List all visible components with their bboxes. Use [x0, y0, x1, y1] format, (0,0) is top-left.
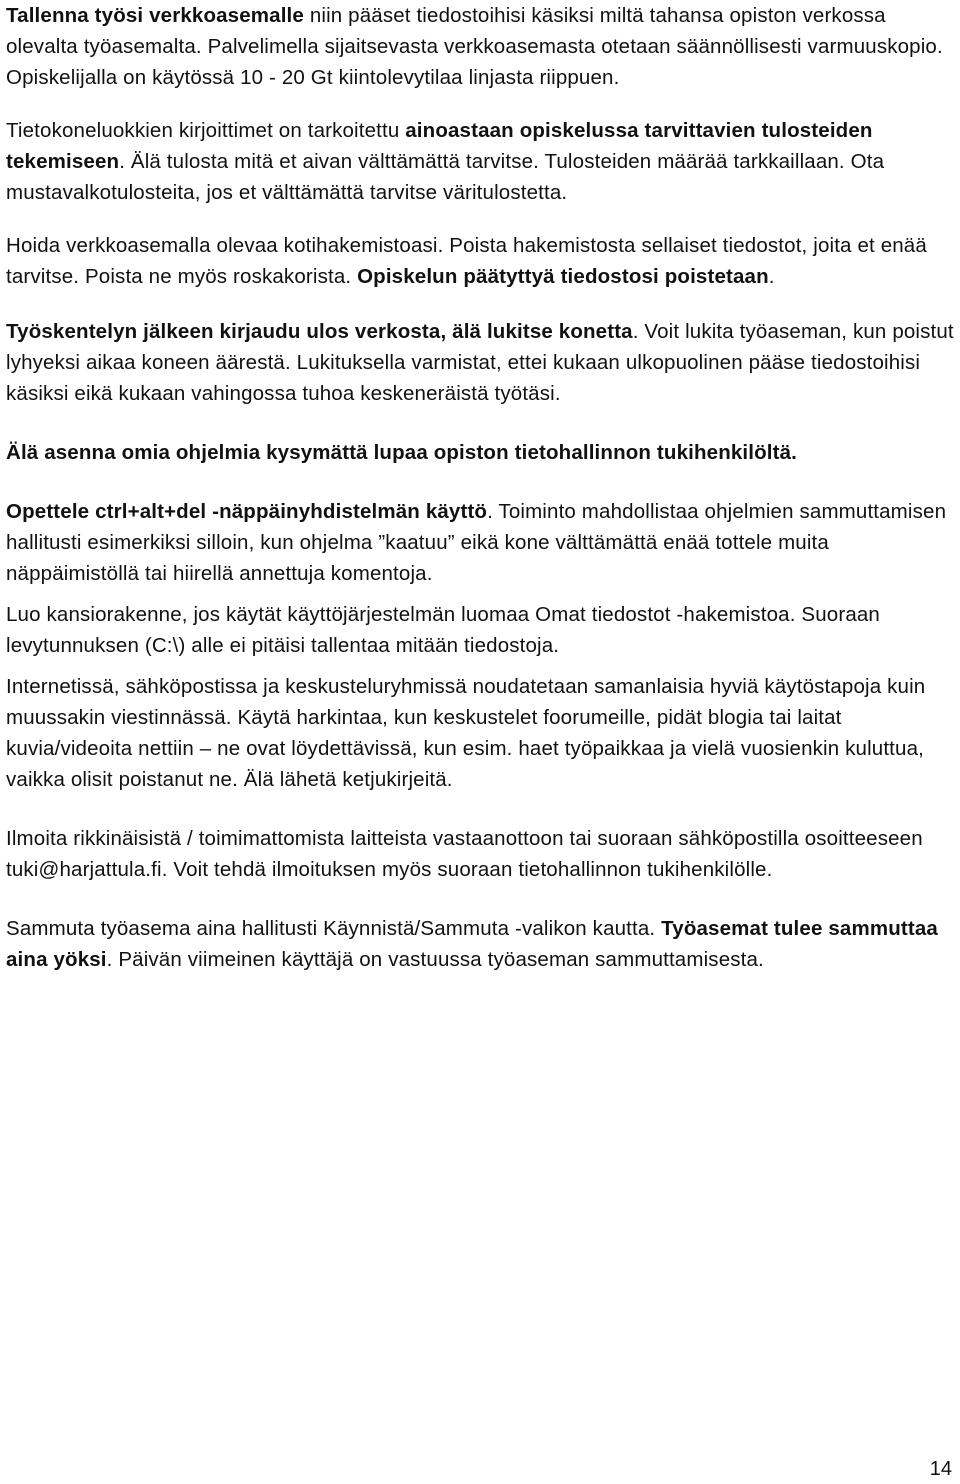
paragraph-text: . Voit lukita työaseman, kun poistut lyhyeksi aikaa koneen äärestä. Lukituksella varmistat, ettei kukaan ulkopuolinen pääse tiedostoihisi käsiksi eikä kukaan vahingossa tuhoa keskeneräistä työtäsi. — [6, 320, 954, 405]
bold-phrase: Opiskelun päätyttyä tiedostosi poistetaan — [357, 265, 769, 288]
document-page — [6, 0, 956, 975]
page-number: 14 — [929, 1458, 952, 1480]
bold-phrase: Työskentelyn jälkeen kirjaudu ulos verkosta, älä lukitse konetta — [6, 320, 633, 343]
paragraph-text: . Toiminto mahdollistaa ohjelmien sammuttamisen hallitusti esimerkiksi silloin, kun ohjelma ”kaatuu” eikä kone välttämättä enää tottele muita näppäimistöllä tai hiirellä annettuja komentoja. — [6, 500, 947, 585]
paragraph-text: . Älä tulosta mitä et aivan välttämättä tarvitse. Tulosteiden määrää tarkkaillaan. Ota mustavalkotulosteita, jos et välttämättä tarvitse väritulostetta. — [6, 150, 885, 204]
paragraph-home-directory — [6, 230, 956, 292]
paragraph-shutdown — [6, 913, 956, 975]
paragraph-text: Ilmoita rikkinäisistä / toimimattomista laitteista vastaanottoon tai suoraan sähköpostilla osoitteeseen tuki@harjattula.fi. Voit tehdä ilmoituksen myös suoraan tietohallinnon tukihenkilölle. — [6, 827, 923, 881]
paragraph-ctrl-alt-del — [6, 496, 956, 589]
bold-phrase: Opettele ctrl+alt+del -näppäinyhdistelmän käyttö — [6, 500, 488, 523]
bold-phrase: Tallenna työsi verkkoasemalle — [6, 4, 304, 27]
paragraph-text: Luo kansiorakenne, jos käytät käyttöjärjestelmän luomaa Omat tiedostot -hakemistoa. Suoraan levytunnuksen (C:\) alle ei pitäisi tallentaa mitään tiedostoja. — [6, 603, 880, 657]
bold-phrase: ainoastaan opiskelussa tarvittavien tulosteiden tekemiseen — [6, 119, 873, 173]
bold-phrase: Älä asenna omia ohjelmia kysymättä lupaa opiston tietohallinnon tukihenkilöltä. — [6, 441, 798, 464]
paragraph-text: Hoida verkkoasemalla olevaa kotihakemistoasi. Poista hakemistosta sellaiset tiedostot, joita et enää tarvitse. Poista ne myös roskakorista. — [6, 234, 927, 288]
paragraph-no-installs — [6, 437, 956, 468]
paragraph-text: niin pääset tiedostoihisi käsiksi miltä tahansa opiston verkossa olevalta työasemalta. Palvelimella sijaitsevasta verkkoasemasta otetaan säännöllisesti varmuuskopio. Opiskelijalla on käytössä 10 - 20 Gt kiintolevytilaa linjasta riippuen. — [6, 4, 943, 89]
paragraph-printers — [6, 115, 956, 208]
paragraph-text: Sammuta työasema aina hallitusti Käynnistä/Sammuta -valikon kautta. — [6, 917, 662, 940]
paragraph-folder-structure — [6, 599, 956, 661]
paragraph-text: . Päivän viimeinen käyttäjä on vastuussa työaseman sammuttamisesta. — [106, 948, 764, 971]
paragraph-text: Tietokoneluokkien kirjoittimet on tarkoitettu — [6, 119, 406, 142]
paragraph-text: . — [768, 265, 775, 288]
bold-phrase: Työasemat tulee sammuttaa aina yöksi — [6, 917, 938, 971]
paragraph-log-out — [6, 316, 956, 409]
paragraph-netiquette — [6, 671, 956, 795]
paragraph-report-faults — [6, 823, 956, 885]
paragraph-save-to-network-drive — [6, 0, 956, 93]
paragraph-text: Internetissä, sähköpostissa ja keskusteluryhmissä noudatetaan samanlaisia hyviä käytöstapoja kuin muussakin viestinnässä. Käytä harkintaa, kun keskustelet foorumeille, pidät blogia tai laitat kuvia/videoita nettiin – ne ovat löydettävissä, kun esim. haet työpaikkaa ja vielä vuosienkin kuluttua, vaikka olisit poistanut ne. Älä lähetä ketjukirjeitä. — [6, 675, 926, 791]
